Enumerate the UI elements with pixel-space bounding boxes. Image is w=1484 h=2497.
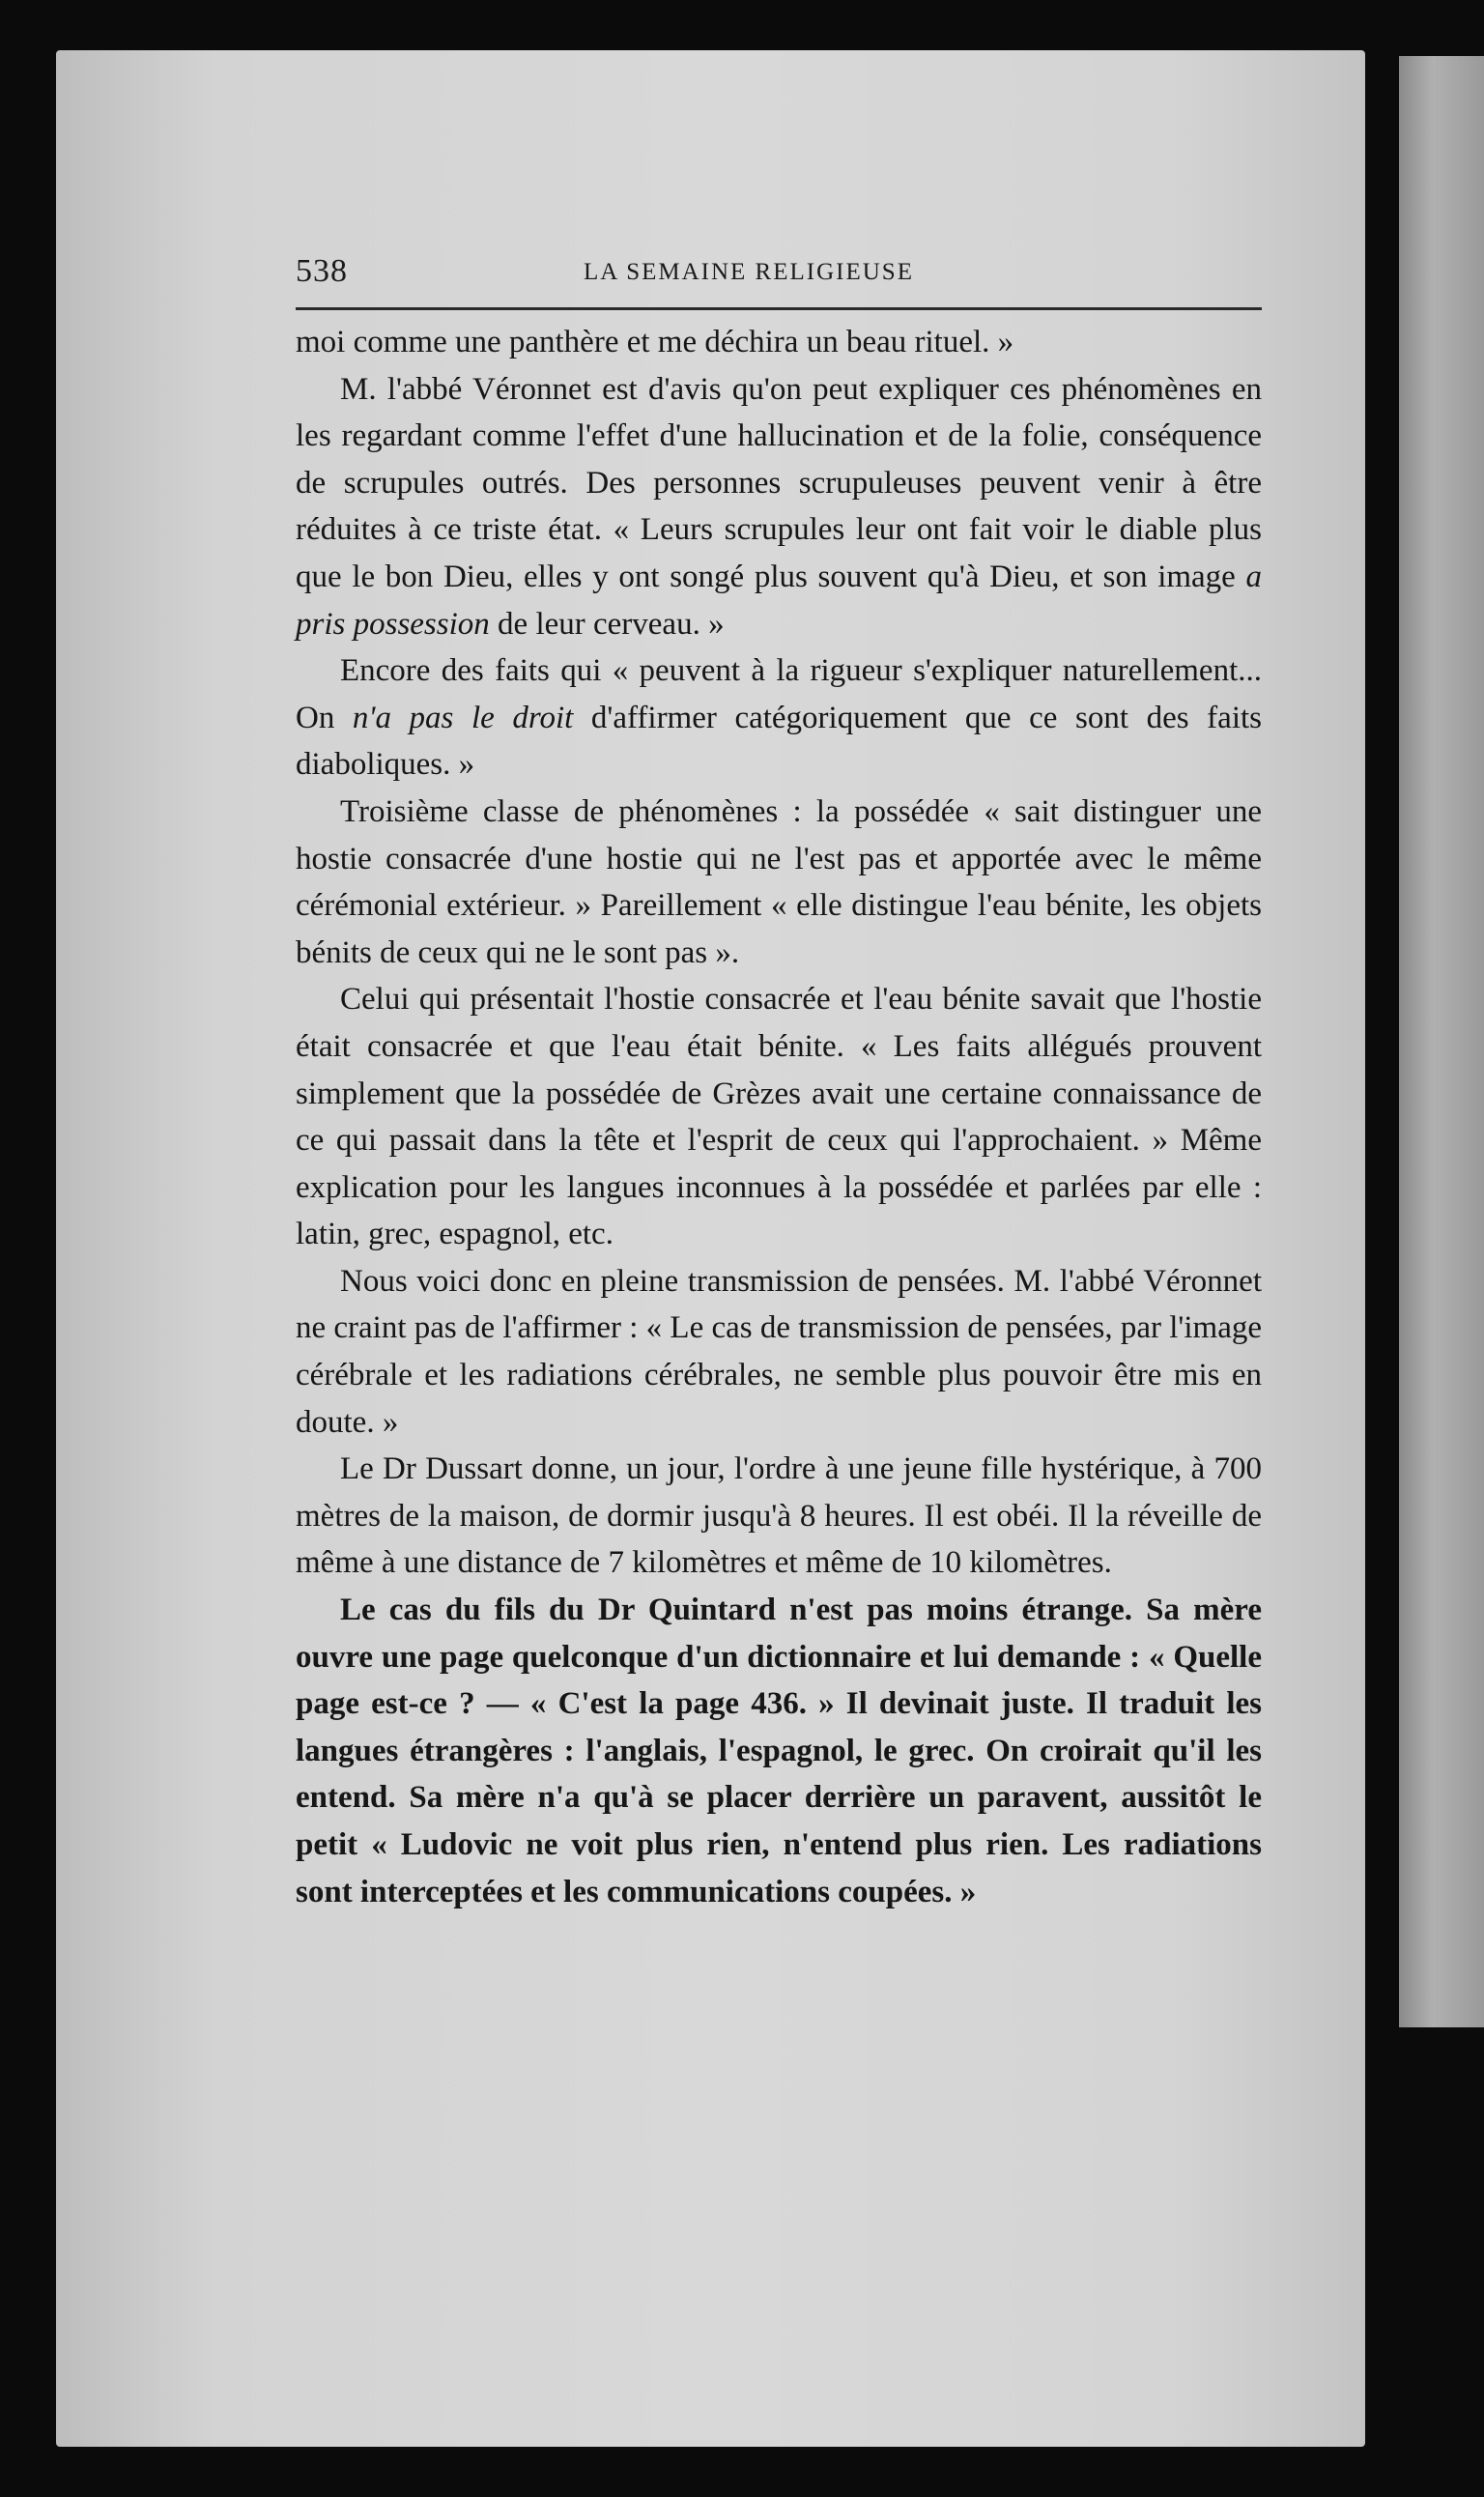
paragraph [296, 319, 1262, 366]
text-run: Celui qui présentait l'hostie consacrée et l'eau bénite savait que l'hostie était consacrée et que l'eau était bénite. « Les faits allégués prouvent simplement que la possédée de Grèzes avait une certaine connaissance de ce qui passait dans la tête et l'esprit de ceux qui l'approchaient. » Même explication pour les langues inconnues à la possédée et parlées par elle : latin, grec, espagnol, etc. [296, 982, 1262, 1252]
paragraph [296, 789, 1262, 976]
text-run: Le cas du fils du Dr Quintard n'est pas moins étrange. Sa mère ouvre une page quelconque d'un dictionnaire et lui demande : « Quelle page est-ce ? — « C'est la page 436. » Il devinait juste. Il traduit les langues étrangères : l'anglais, l'espagnol, le grec. On croirait qu'il les entend. Sa mère n'a qu'à se placer derrière un paravent, aussitôt le petit « Ludovic ne voit plus rien, n'entend plus rien. Les radiations sont interceptées et les communications coupées. » [296, 1593, 1262, 1909]
paragraph [296, 366, 1262, 648]
text-run: d'affirmer catégoriquement que ce sont des faits diaboliques. » [296, 700, 1263, 783]
facing-page-edge [1399, 56, 1484, 2027]
text-run: M. l'abbé Véronnet est d'avis qu'on peut expliquer ces phénomènes en les regardant comme l'effet d'une hallucination et de la folie, conséquence de scrupules outrés. Des personnes scrupuleuses peuvent venir à être réduites à ce triste état. « Leurs scrupules leur ont fait voir le diable plus que le bon Dieu, elles y ont songé plus souvent qu'à Dieu, et son image [296, 371, 1262, 594]
text-run: Encore des faits qui « peuvent à la rigueur s'expliquer naturellement... On [296, 653, 1262, 735]
paragraph [296, 647, 1262, 789]
paragraph [296, 976, 1262, 1258]
page-header [296, 253, 1262, 298]
page-number: 538 [296, 253, 348, 289]
body-text [296, 319, 1262, 1915]
text-run: Nous voici donc en pleine transmission de pensées. M. l'abbé Véronnet ne craint pas de l'affirmer : « Le cas de transmission de pensées, par l'image cérébrale et les radiations cérébrales, ne semble plus pouvoir être mis en doute. » [296, 1263, 1263, 1440]
italic-phrase: a pris possession [296, 559, 1262, 642]
text-run: moi comme une panthère et me déchira un beau rituel. » [296, 325, 1014, 359]
paragraph [296, 1446, 1262, 1587]
text-run: Le Dr Dussart donne, un jour, l'ordre à une jeune fille hystérique, à 700 mètres de la maison, de dormir jusqu'à 8 heures. Il est obéi. Il la réveille de même à une distance de 7 kilomètres et même de 10 kilomètres. [296, 1451, 1262, 1581]
running-title: LA SEMAINE RELIGIEUSE [584, 259, 914, 285]
paragraph [296, 1587, 1262, 1915]
text-run: de leur cerveau. » [489, 606, 725, 642]
text-run: Troisième classe de phénomènes : la possédée « sait distinguer une hostie consacrée d'une hostie qui ne l'est pas et apportée avec le même cérémonial extérieur. » Pareillement « elle distingue l'eau bénite, les objets bénits de ceux qui ne le sont pas ». [296, 793, 1262, 970]
paragraph [296, 1258, 1262, 1446]
italic-phrase: n'a pas le droit [352, 700, 574, 735]
header-rule [296, 307, 1262, 310]
